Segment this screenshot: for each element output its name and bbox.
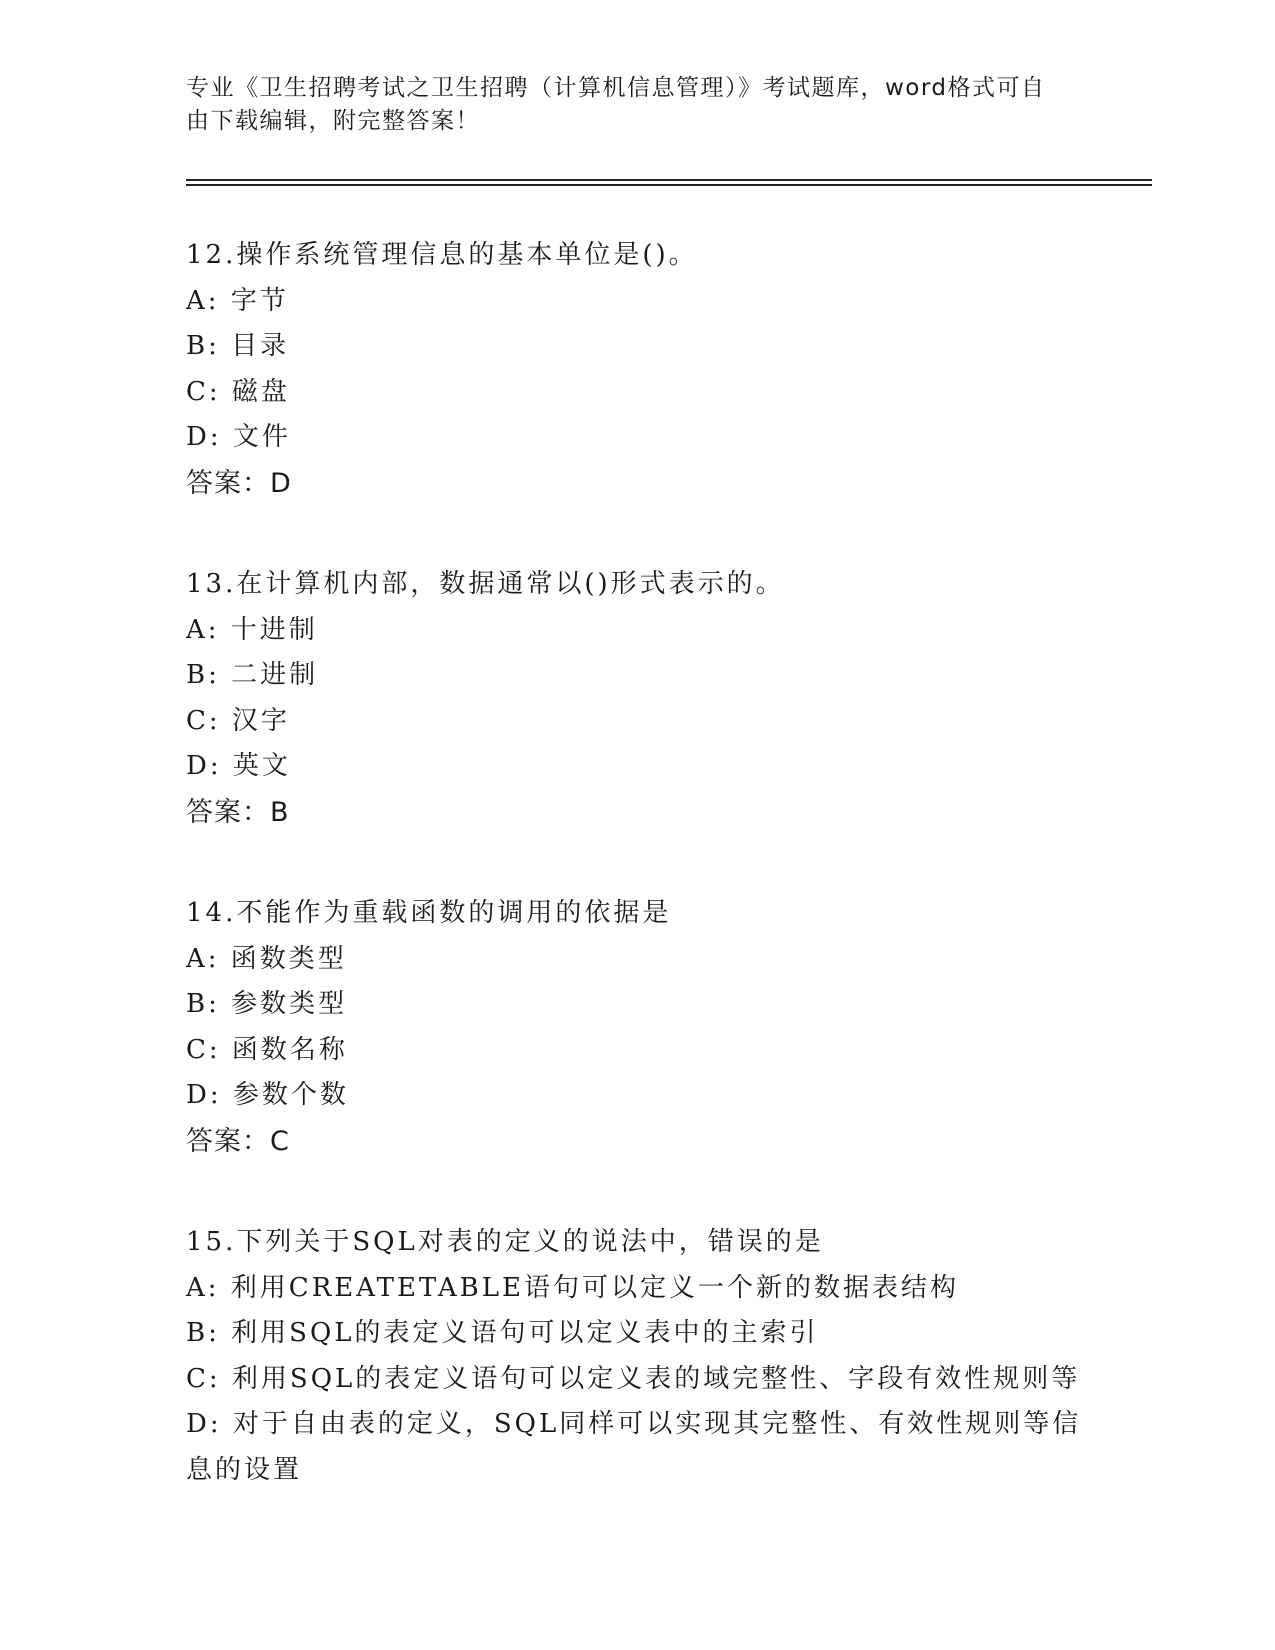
option-d: D: 文件 bbox=[186, 422, 291, 452]
question-15 bbox=[186, 1220, 1086, 1493]
option-b: B: 利用SQL的表定义语句可以定义表中的主索引 bbox=[186, 1318, 819, 1348]
question-12 bbox=[186, 233, 1086, 506]
question-stem: 15.下列关于SQL对表的定义的说法中，错误的是 bbox=[186, 1227, 824, 1257]
option-c: C: 函数名称 bbox=[186, 1034, 348, 1065]
option-d: D: 参数个数 bbox=[186, 1080, 349, 1110]
option-a: A: 字节 bbox=[186, 285, 289, 316]
question-list bbox=[186, 233, 1086, 1549]
question-stem: 13.在计算机内部，数据通常以()形式表示的。 bbox=[186, 569, 785, 599]
option-b: B: 参数类型 bbox=[186, 989, 348, 1019]
option-d: D: 英文 bbox=[186, 751, 291, 781]
question-stem: 14.不能作为重载函数的调用的依据是 bbox=[186, 898, 672, 928]
option-c: C: 磁盘 bbox=[186, 376, 290, 407]
question-stem: 12.操作系统管理信息的基本单位是()。 bbox=[186, 240, 698, 270]
question-13 bbox=[186, 562, 1086, 835]
question-14 bbox=[186, 891, 1086, 1164]
option-a: A: 十进制 bbox=[186, 614, 318, 645]
answer-label: 答案：B bbox=[186, 796, 290, 828]
option-c: C: 汉字 bbox=[186, 705, 290, 736]
answer-label: 答案：D bbox=[186, 467, 292, 499]
document-header: 专业《卫生招聘考试之卫生招聘（计算机信息管理）》考试题库，word格式可自由下载编辑，附完整答案！ bbox=[186, 75, 1046, 134]
option-c: C: 利用SQL的表定义语句可以定义表的域完整性、字段有效性规则等 bbox=[186, 1363, 1081, 1394]
option-a: A: 利用CREATETABLE语句可以定义一个新的数据表结构 bbox=[186, 1272, 959, 1303]
answer-label: 答案：C bbox=[186, 1125, 290, 1157]
header-divider-top bbox=[186, 179, 1152, 181]
option-b: B: 目录 bbox=[186, 331, 290, 361]
option-a: A: 函数类型 bbox=[186, 943, 347, 974]
option-d: D: 对于自由表的定义，SQL同样可以实现其完整性、有效性规则等信息的设置 bbox=[186, 1409, 1082, 1485]
option-b: B: 二进制 bbox=[186, 660, 319, 690]
header-divider-bottom bbox=[186, 184, 1152, 186]
